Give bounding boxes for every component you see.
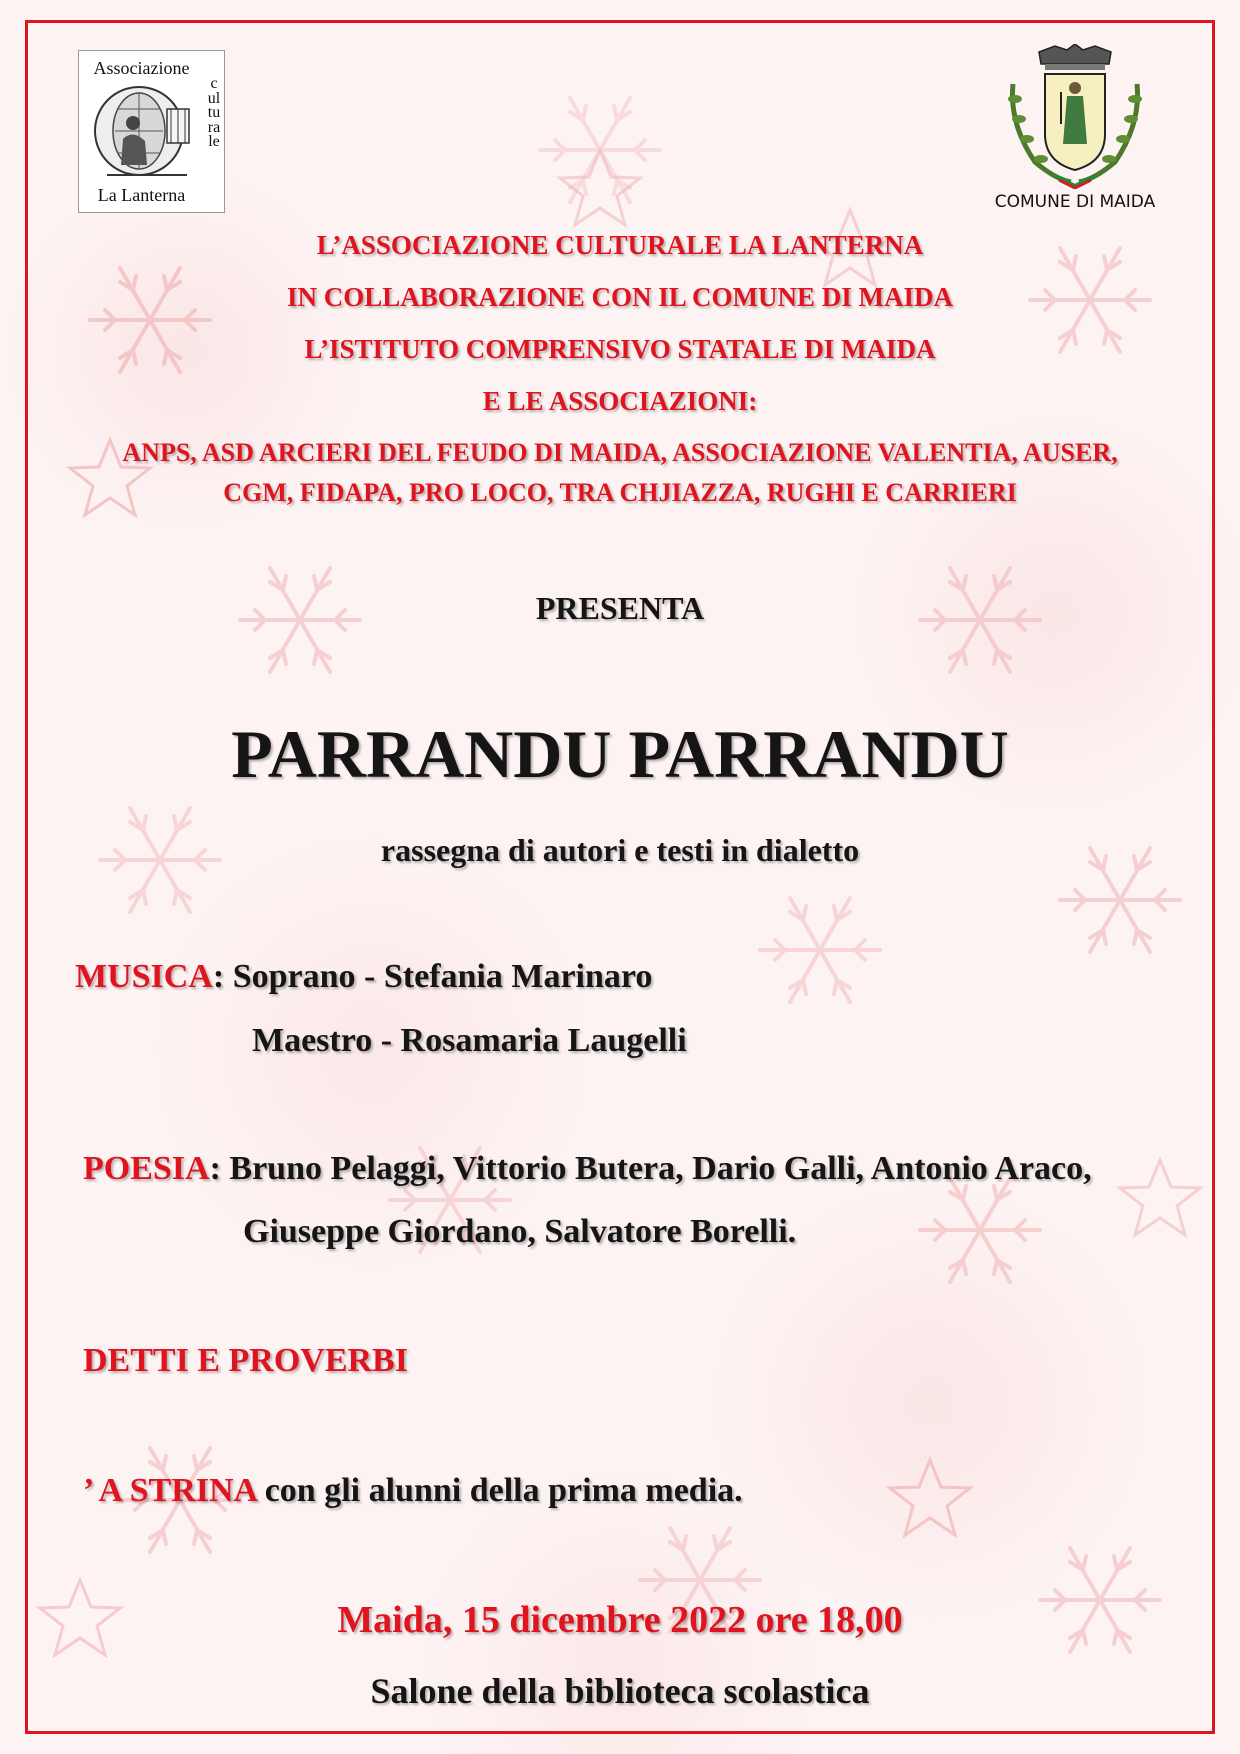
organizer-line-5: ANPS, ASD ARCIERI DEL FEUDO DI MAIDA, ASSOCIAZIONE VALENTIA, AUSER, [122, 438, 1118, 467]
organizer-line-1: L’ASSOCIAZIONE CULTURALE LA LANTERNA [316, 230, 924, 260]
organizer-line-3: L’ISTITUTO COMPRENSIVO STATALE DI MAIDA [304, 334, 936, 364]
association-logo [78, 50, 225, 213]
lantern-emblem-icon [87, 79, 202, 184]
strina-label: ’ A STRINA [83, 1472, 257, 1509]
event-subtitle: rassegna di autori e testi in dialetto [380, 832, 860, 868]
poetry-authors-2: Giuseppe Giordano, Salvatore Borelli. [243, 1213, 797, 1250]
sayings-label: DETTI E PROVERBI [83, 1342, 408, 1379]
logo-top-text: Associazione [93, 58, 190, 78]
organizer-line-2: IN COLLABORAZIONE CON IL COMUNE DI MAIDA [286, 282, 954, 312]
poetry-label: POESIA [83, 1150, 210, 1187]
music-soprano: : Soprano - Stefania Marinaro [212, 958, 653, 995]
poetry-line-1 [83, 1150, 1092, 1188]
strina-text: con gli alunni della prima media. [256, 1472, 743, 1509]
logo-side-text: culturale [207, 75, 221, 150]
organizer-line-6: CGM, FIDAPA, PRO LOCO, TRA CHJIAZZA, RUGHI E CARRIERI [223, 478, 1017, 507]
logo-bottom-text: La Lanterna [97, 185, 186, 205]
music-maestro: Maestro - Rosamaria Laugelli [252, 1022, 687, 1059]
organizer-line-4: E LE ASSOCIAZIONI: [482, 386, 758, 416]
municipal-crest-icon [1005, 44, 1145, 189]
event-place: Salone della biblioteca scolastica [370, 1671, 870, 1711]
music-line-1 [75, 958, 652, 996]
presents-label: PRESENTA [535, 590, 705, 626]
event-title: PARRANDU PARRANDU [231, 716, 1009, 792]
strina-line [83, 1472, 743, 1510]
poetry-authors-1: : Bruno Pelaggi, Vittorio Butera, Dario Galli, Antonio Araco, [209, 1150, 1092, 1187]
event-date: Maida, 15 dicembre 2022 ore 18,00 [337, 1599, 903, 1641]
music-label: MUSICA [75, 958, 213, 995]
comune-label: COMUNE DI MAIDA [994, 192, 1156, 212]
